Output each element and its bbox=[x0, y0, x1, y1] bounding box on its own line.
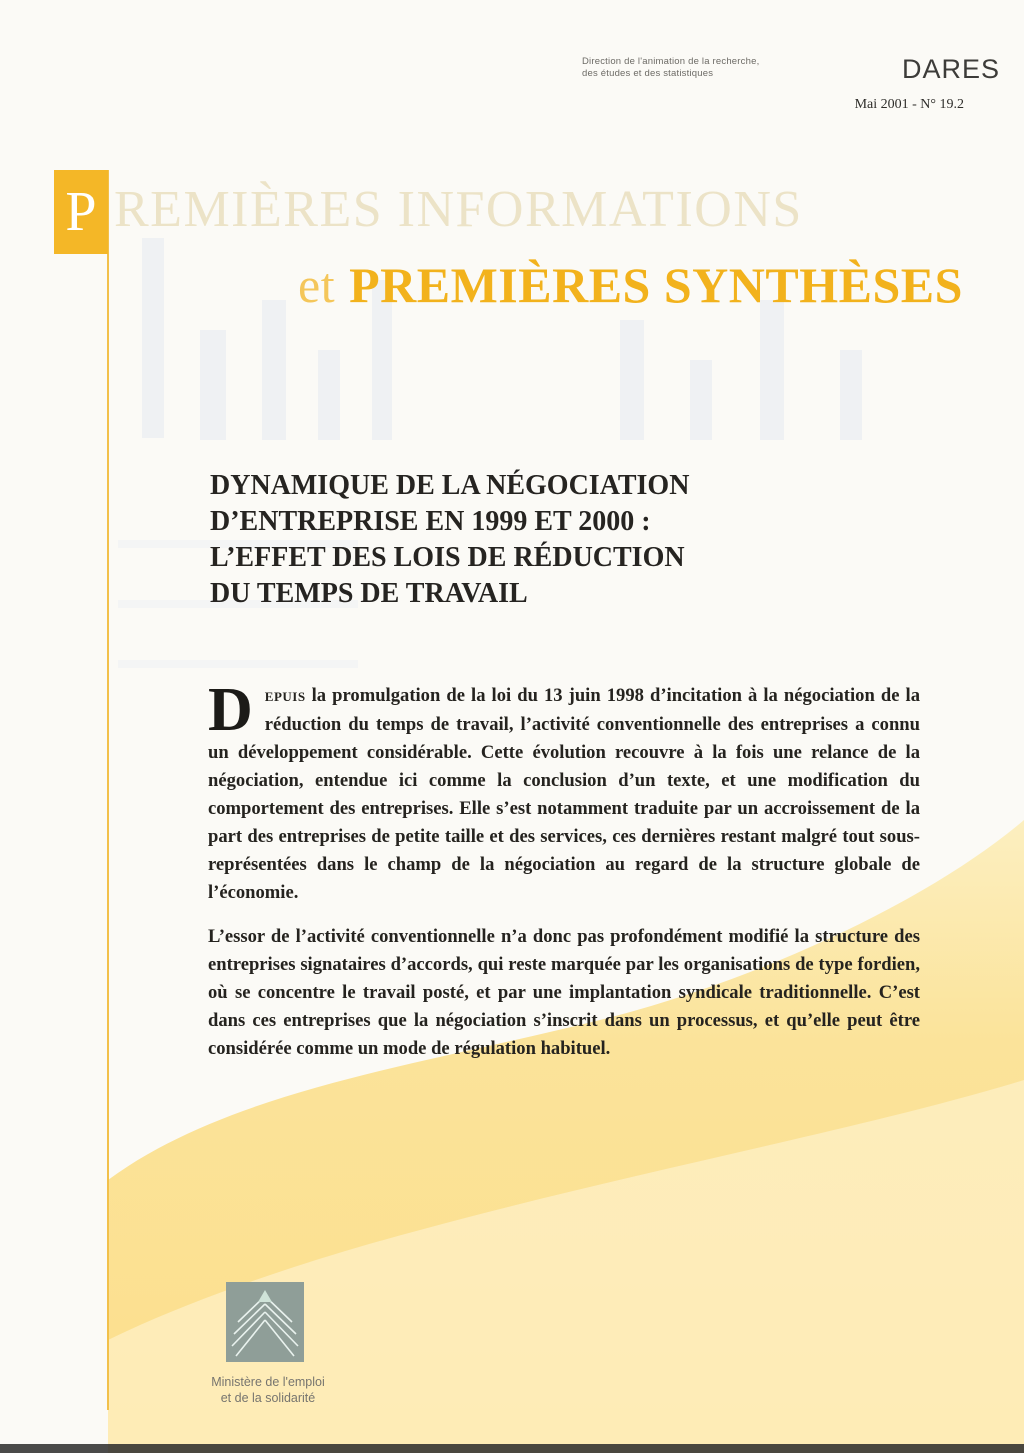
article-title bbox=[210, 468, 770, 612]
accent-rule bbox=[107, 170, 109, 1410]
drop-cap: D bbox=[208, 676, 253, 744]
series-title-line-2 bbox=[298, 257, 978, 313]
ministry-name bbox=[178, 1374, 358, 1406]
title-line: L’EFFET DES LOIS DE RÉDUCTION bbox=[210, 542, 685, 573]
department-name bbox=[582, 56, 832, 80]
title-line: DYNAMIQUE DE LA NÉGOCIATION bbox=[210, 470, 690, 501]
department-line-2: des études et des statistiques bbox=[582, 68, 714, 79]
series-initial: P bbox=[65, 181, 97, 243]
series-title-line-1: REMIÈRES INFORMATIONS bbox=[114, 181, 803, 238]
series-line2-text: PREMIÈRES SYNTHÈSES bbox=[349, 257, 963, 313]
issue-number: Mai 2001 - N° 19.2 bbox=[854, 97, 964, 112]
series-initial-box bbox=[54, 170, 108, 254]
abstract bbox=[208, 676, 920, 1079]
department-line-1: Direction de l'animation de la recherche, bbox=[582, 56, 760, 67]
ministry-line-1: Ministère de l'emploi bbox=[211, 1375, 325, 1389]
series-connector: et bbox=[298, 257, 336, 313]
ministry-logo-icon bbox=[226, 1282, 304, 1362]
title-line: DU TEMPS DE TRAVAIL bbox=[210, 578, 528, 609]
paragraph-1-text: la promulgation de la loi du 13 juin 1998 d’incitation à la négociation de la réduction du temps de travail, l’activité conventionnelle des entreprises a connu un développement considérable. Cette évolution recouvre à la fois une relance de la négociation, entendue ici comme la conclusion d’un texte, et une modification du comportement des entreprises. Elle s’est notamment traduite par un accroissement de la part des entreprises de petite taille et des services, ces dernières restant malgré tout sous-représentées dans le champ de la négociation au regard de la structure globale de l’économie. bbox=[208, 685, 920, 903]
abstract-paragraph-2: L’essor de l’activité conventionnelle n’a donc pas profondément modifié la structure des entreprises signataires d’accords, qui reste marquée par les organisations de type fordien, où se concentre le travail posté, et par une implantation syndicale traditionnelle. C’est dans ces entreprises que la négociation s’inscrit dans un processus, et qu’elle peut être considérée comme un mode de régulation habituel. bbox=[208, 926, 920, 1059]
dares-logo: DARES bbox=[901, 54, 1000, 84]
abstract-paragraph-1 bbox=[208, 676, 920, 907]
title-line: D’ENTREPRISE EN 1999 ET 2000 : bbox=[210, 506, 651, 537]
drop-cap-continuation: EPUIS bbox=[264, 689, 306, 704]
ministry-line-2: et de la solidarité bbox=[220, 1391, 316, 1405]
